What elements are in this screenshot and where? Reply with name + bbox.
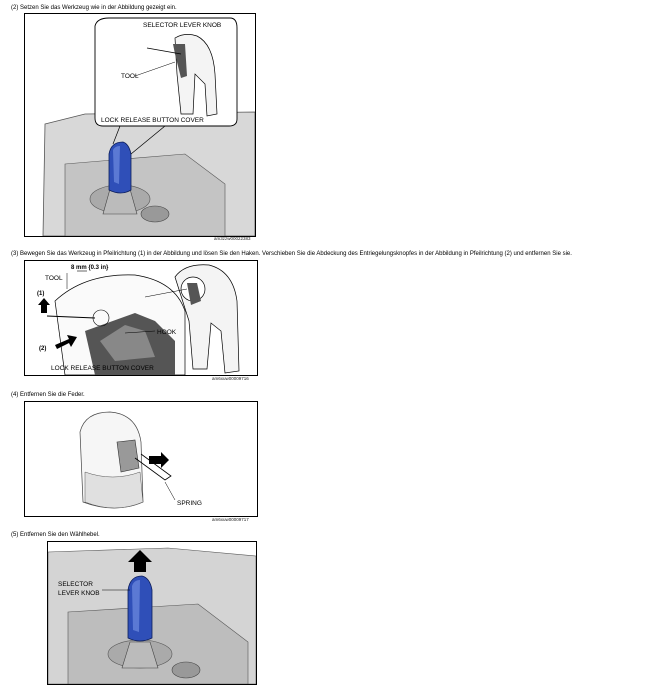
- step-2-instruction: (2) Setzen Sie das Werkzeug wie in der Abbildung gezeigt ein.: [11, 5, 177, 11]
- figure-code-step-3: am6xuw00009716: [212, 376, 249, 381]
- step-5-instruction: (5) Entfernen Sie den Wählhebel.: [11, 532, 100, 538]
- figure-code-step-4: am6xuw00009717: [212, 517, 249, 522]
- label-lever-knob: LEVER KNOB: [58, 590, 100, 597]
- label-arrow-2: (2): [39, 346, 47, 352]
- label-spring: SPRING: [177, 500, 202, 507]
- figure-step-4: [24, 401, 258, 517]
- label-lock-release-button-cover: LOCK RELEASE BUTTON COVER: [51, 365, 154, 372]
- label-tool: TOOL: [121, 73, 139, 80]
- label-lock-release-button-cover: LOCK RELEASE BUTTON COVER: [101, 117, 204, 124]
- figure-code-step-2: am3zzw00022383: [214, 236, 251, 241]
- step-4-instruction: (4) Entfernen Sie die Feder.: [11, 392, 85, 398]
- step-3-instruction: (3) Bewegen Sie das Werkzeug in Pfeilrichtung (1) in der Abbildung und lösen Sie den Haken. Verschieben Sie die Abdeckung des Entriegelungsknopfes in der Abbildung in Pfeilrichtung (2) und entfernen Sie sie.: [11, 251, 572, 257]
- label-hook: HOOK: [157, 329, 177, 336]
- label-arrow-1: (1): [37, 291, 45, 297]
- figure-step-5: [47, 541, 257, 685]
- label-dimension: 8 mm {0.3 in}: [71, 265, 109, 271]
- figure-step-3: [24, 260, 258, 376]
- label-selector: SELECTOR: [58, 581, 93, 588]
- figure-step-2: [24, 13, 256, 237]
- label-tool: TOOL: [45, 275, 63, 282]
- label-selector-lever-knob: SELECTOR LEVER KNOB: [143, 22, 222, 29]
